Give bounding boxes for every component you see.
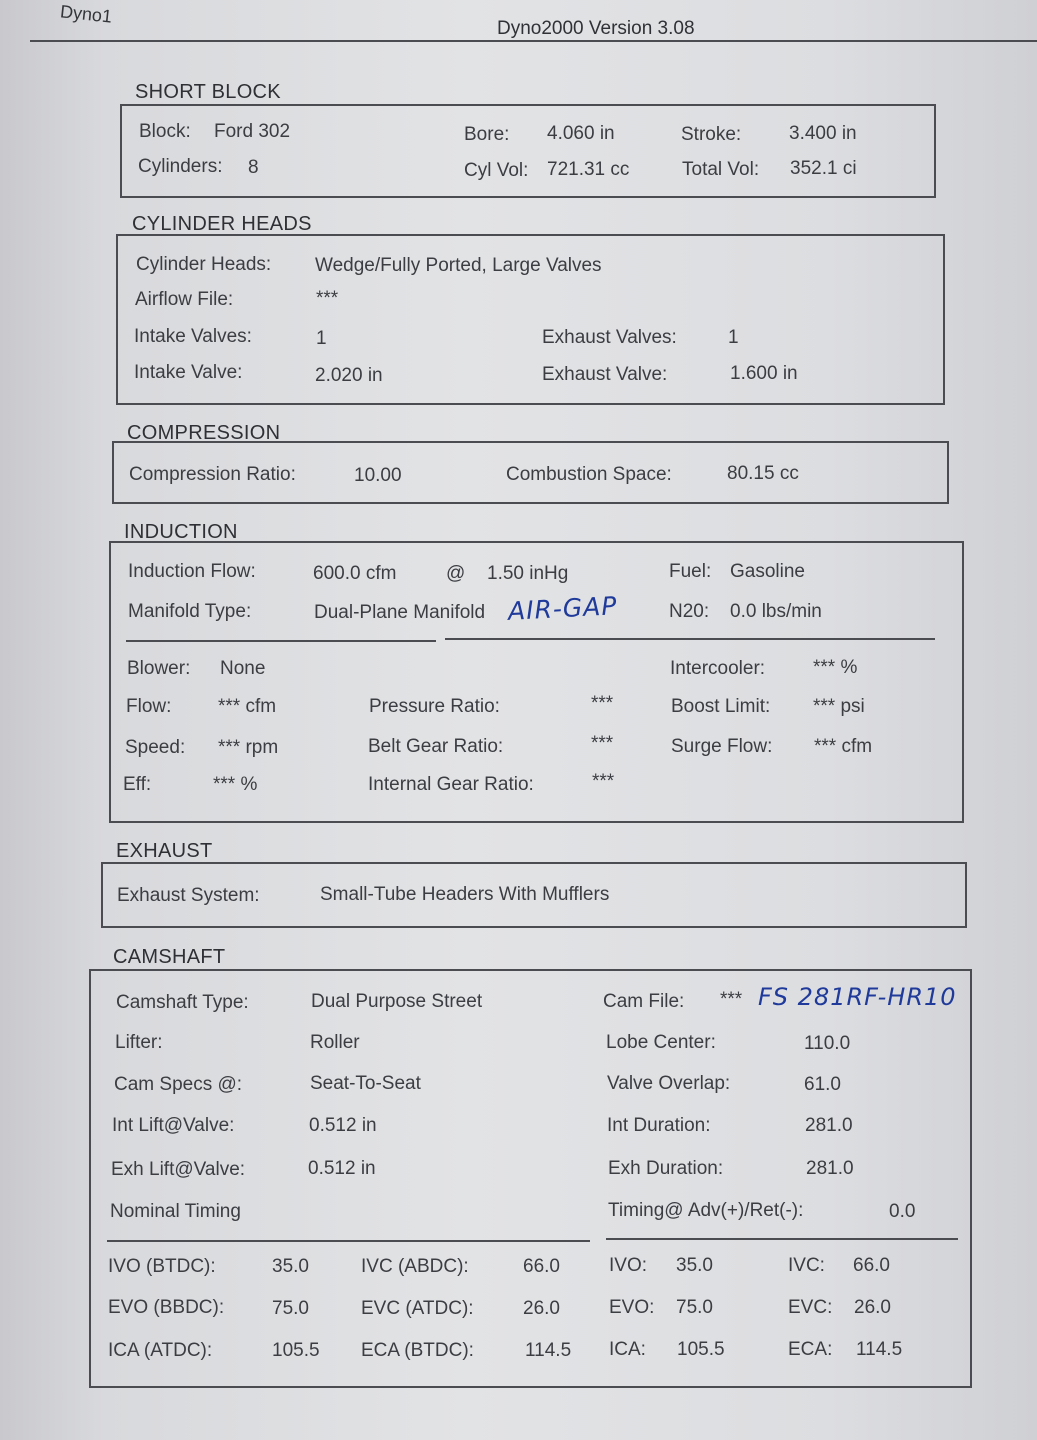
exh-duration-value: 281.0 <box>806 1158 854 1179</box>
ivo-value: 35.0 <box>676 1255 713 1276</box>
total-vol-value: 352.1 ci <box>790 158 857 179</box>
at-symbol: @ <box>446 563 466 584</box>
blower-label: Blower: <box>127 658 191 679</box>
camshaft-divider-left <box>107 1240 590 1242</box>
intercooler-value: *** % <box>813 657 858 678</box>
lobe-center-value: 110.0 <box>804 1033 851 1054</box>
lifter-value: Roller <box>310 1032 360 1053</box>
surge-flow-label: Surge Flow: <box>671 736 773 757</box>
cylinders-value: 8 <box>248 157 259 178</box>
ivo-btdc-label: IVO (BTDC): <box>108 1256 216 1277</box>
cyl-vol-label: Cyl Vol: <box>464 160 529 181</box>
ica-atdc-label: ICA (ATDC): <box>108 1340 213 1361</box>
int-lift-value: 0.512 in <box>309 1115 377 1136</box>
camshaft-type-value: Dual Purpose Street <box>311 991 483 1012</box>
blower-flow-value: *** cfm <box>218 696 277 717</box>
cylinders-label: Cylinders: <box>138 156 223 177</box>
combustion-space-label: Combustion Space: <box>506 464 672 485</box>
eff-label: Eff: <box>123 774 152 795</box>
int-duration-label: Int Duration: <box>607 1115 711 1136</box>
compression-ratio-value: 10.00 <box>354 465 402 486</box>
exhaust-valve-value: 1.600 in <box>730 363 798 384</box>
evo-bbdc-label: EVO (BBDC): <box>108 1297 225 1318</box>
induction-divider-right <box>445 638 935 640</box>
airflow-file-label: Airflow File: <box>135 289 234 310</box>
intake-valve-label: Intake Valve: <box>134 362 243 383</box>
exhaust-valve-label: Exhaust Valve: <box>542 364 668 385</box>
block-value: Ford 302 <box>214 121 291 142</box>
exh-duration-label: Exh Duration: <box>608 1158 724 1179</box>
section-title-compression: COMPRESSION <box>127 422 281 444</box>
belt-gear-ratio-label: Belt Gear Ratio: <box>368 736 504 757</box>
exhaust-system-label: Exhaust System: <box>117 885 260 906</box>
stroke-label: Stroke: <box>681 124 742 145</box>
fuel-label: Fuel: <box>669 561 712 582</box>
int-duration-value: 281.0 <box>805 1115 853 1136</box>
ivc-abdc-value: 66.0 <box>523 1256 560 1277</box>
n2o-value: 0.0 lbs/min <box>730 601 822 622</box>
lifter-label: Lifter: <box>115 1032 163 1053</box>
cylinder-heads-value: Wedge/Fully Ported, Large Valves <box>315 255 602 276</box>
intercooler-label: Intercooler: <box>670 658 766 679</box>
internal-gear-ratio-value: *** <box>592 771 615 792</box>
short-block-box <box>120 104 936 198</box>
ivo-btdc-value: 35.0 <box>272 1256 309 1277</box>
camshaft-divider-right <box>606 1238 958 1240</box>
eca-value: 114.5 <box>856 1339 903 1360</box>
boost-limit-label: Boost Limit: <box>671 696 771 717</box>
ivc-abdc-label: IVC (ABDC): <box>361 1256 469 1277</box>
header-title: Dyno2000 Version 3.08 <box>497 18 695 39</box>
intake-valve-value: 2.020 in <box>315 365 383 386</box>
bore-value: 4.060 in <box>547 123 615 144</box>
section-title-camshaft: CAMSHAFT <box>113 946 226 968</box>
intake-valves-value: 1 <box>316 328 327 349</box>
internal-gear-ratio-label: Internal Gear Ratio: <box>368 774 534 795</box>
blower-flow-label: Flow: <box>126 696 172 717</box>
manifold-type-label: Manifold Type: <box>128 601 252 622</box>
evc-label: EVC: <box>788 1297 833 1318</box>
evo-bbdc-value: 75.0 <box>272 1298 309 1319</box>
cyl-vol-value: 721.31 cc <box>547 159 630 180</box>
cam-file-label: Cam File: <box>603 991 685 1012</box>
section-title-cylinder-heads: CYLINDER HEADS <box>132 213 312 235</box>
cylinder-heads-label: Cylinder Heads: <box>136 254 272 275</box>
speed-value: *** rpm <box>218 737 279 758</box>
block-label: Block: <box>139 121 191 142</box>
section-title-induction: INDUCTION <box>124 521 238 543</box>
evc-value: 26.0 <box>854 1297 891 1318</box>
combustion-space-value: 80.15 cc <box>727 463 799 484</box>
nominal-timing-label: Nominal Timing <box>110 1201 241 1222</box>
cam-specs-value: Seat-To-Seat <box>310 1073 421 1094</box>
evc-atdc-value: 26.0 <box>523 1298 560 1319</box>
eca-btdc-label: ECA (BTDC): <box>361 1340 474 1361</box>
evo-label: EVO: <box>609 1297 655 1318</box>
section-title-short-block: SHORT BLOCK <box>135 81 281 103</box>
eff-value: *** % <box>213 774 258 795</box>
bore-label: Bore: <box>464 124 510 145</box>
exh-lift-value: 0.512 in <box>308 1158 376 1179</box>
ica-atdc-value: 105.5 <box>272 1340 320 1361</box>
pressure-ratio-value: *** <box>591 693 614 714</box>
compression-ratio-label: Compression Ratio: <box>129 464 296 485</box>
manifold-type-value: Dual-Plane Manifold <box>314 602 486 623</box>
valve-overlap-value: 61.0 <box>804 1074 841 1095</box>
ivc-label: IVC: <box>788 1255 825 1276</box>
pressure-ratio-label: Pressure Ratio: <box>369 696 500 717</box>
belt-gear-ratio-value: *** <box>591 733 614 754</box>
exhaust-system-value: Small-Tube Headers With Mufflers <box>320 884 610 905</box>
header-tab-label: Dyno1 <box>59 1 113 27</box>
section-title-exhaust: EXHAUST <box>116 840 213 862</box>
int-lift-label: Int Lift@Valve: <box>112 1115 235 1136</box>
surge-flow-value: *** cfm <box>814 736 873 757</box>
exhaust-valves-label: Exhaust Valves: <box>542 327 677 348</box>
total-vol-label: Total Vol: <box>682 159 760 180</box>
induction-flow-label: Induction Flow: <box>128 561 256 582</box>
ica-value: 105.5 <box>677 1339 725 1360</box>
eca-label: ECA: <box>788 1339 833 1360</box>
airflow-file-value: *** <box>316 288 339 309</box>
evo-value: 75.0 <box>676 1297 713 1318</box>
intake-valves-label: Intake Valves: <box>134 326 252 347</box>
boost-limit-value: *** psi <box>813 696 865 717</box>
n2o-label: N20: <box>669 601 710 622</box>
exh-lift-label: Exh Lift@Valve: <box>111 1159 246 1180</box>
manifold-handwritten-note: AIR-GAP <box>507 591 619 626</box>
cam-file-handwritten-note: FS 281RF-HR10 <box>758 983 957 1011</box>
blower-value: None <box>220 658 266 679</box>
speed-label: Speed: <box>125 737 186 758</box>
ivc-value: 66.0 <box>853 1255 890 1276</box>
timing-adv-ret-value: 0.0 <box>889 1201 916 1222</box>
lobe-center-label: Lobe Center: <box>606 1032 716 1053</box>
header-rule <box>30 40 1037 42</box>
camshaft-type-label: Camshaft Type: <box>116 992 249 1013</box>
cam-specs-label: Cam Specs @: <box>114 1074 243 1095</box>
stroke-value: 3.400 in <box>789 123 857 144</box>
induction-divider-left <box>126 640 436 642</box>
evc-atdc-label: EVC (ATDC): <box>361 1298 474 1319</box>
ica-label: ICA: <box>609 1339 646 1360</box>
eca-btdc-value: 114.5 <box>525 1340 572 1361</box>
induction-flow-value: 600.0 cfm <box>313 563 397 584</box>
ivo-label: IVO: <box>609 1255 648 1276</box>
fuel-value: Gasoline <box>730 561 805 582</box>
valve-overlap-label: Valve Overlap: <box>607 1073 731 1094</box>
timing-adv-ret-label: Timing@ Adv(+)/Ret(-): <box>608 1200 804 1221</box>
induction-pressure-value: 1.50 inHg <box>487 563 569 584</box>
exhaust-valves-value: 1 <box>728 327 739 348</box>
cam-file-value: *** <box>720 989 743 1010</box>
